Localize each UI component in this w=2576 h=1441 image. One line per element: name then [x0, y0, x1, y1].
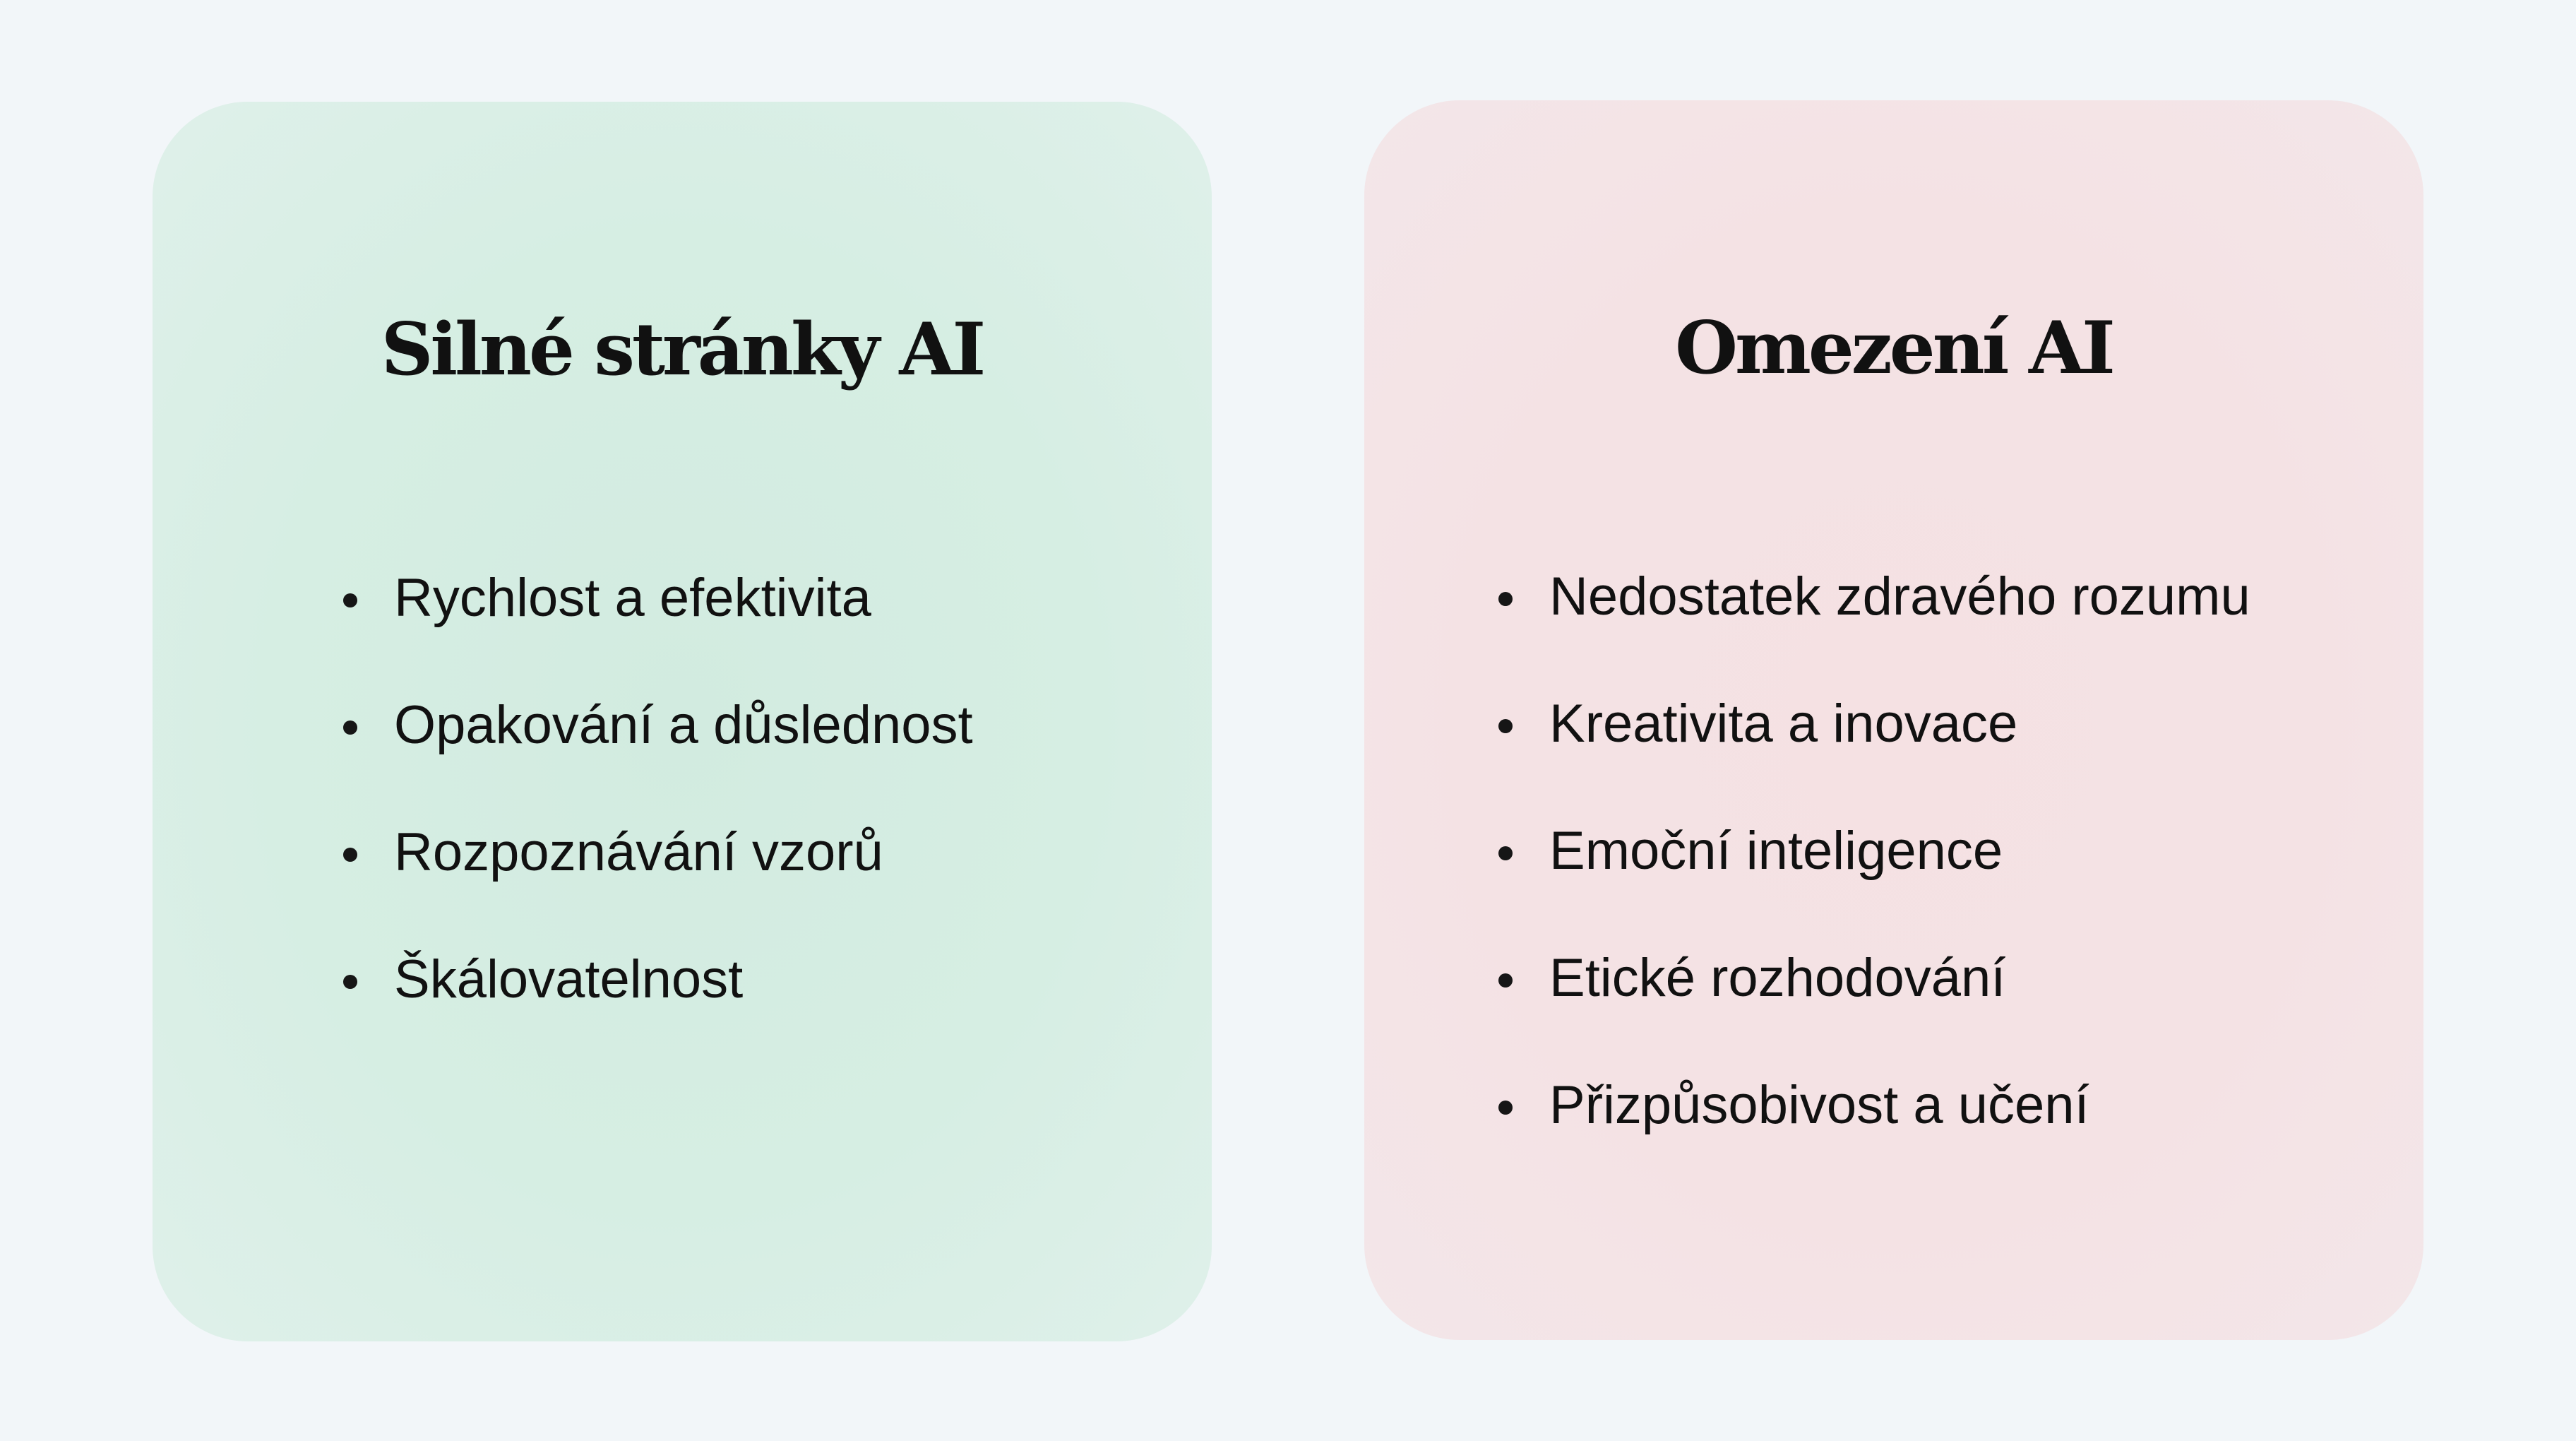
- bullet-icon: [1498, 846, 1513, 860]
- bullet-icon: [1498, 719, 1513, 733]
- limitations-list: [1498, 533, 2250, 1168]
- list-item-label: Opakování a důslednost: [394, 694, 973, 755]
- bullet-icon: [343, 720, 357, 735]
- bullet-icon: [1498, 592, 1513, 606]
- list-item-label: Etické rozhodování: [1549, 947, 2006, 1008]
- list-item-label: Emoční inteligence: [1549, 820, 2003, 881]
- strengths-card: [153, 102, 1212, 1341]
- list-item: [343, 534, 973, 661]
- list-item: [1498, 787, 2250, 914]
- bullet-icon: [343, 848, 357, 862]
- bullet-icon: [1498, 1101, 1513, 1115]
- list-item: [1498, 1041, 2250, 1168]
- strengths-list: [343, 534, 973, 1043]
- limitations-title: Omezení AI: [1675, 306, 2113, 391]
- list-item: [1498, 533, 2250, 660]
- list-item-label: Nedostatek zdravého rozumu: [1549, 566, 2250, 627]
- bullet-icon: [1498, 973, 1513, 988]
- bullet-icon: [343, 975, 357, 989]
- list-item-label: Rozpoznávání vzorů: [394, 822, 883, 882]
- limitations-card: [1364, 100, 2423, 1340]
- strengths-title: Silné stránky AI: [381, 307, 984, 392]
- list-item: [343, 661, 973, 788]
- list-item-label: Kreativita a inovace: [1549, 693, 2018, 754]
- list-item: [1498, 914, 2250, 1041]
- list-item: [1498, 660, 2250, 787]
- list-item-label: Přizpůsobivost a učení: [1549, 1074, 2089, 1135]
- list-item-label: Škálovatelnost: [394, 949, 744, 1009]
- list-item: [343, 915, 973, 1043]
- list-item-label: Rychlost a efektivita: [394, 567, 871, 628]
- list-item: [343, 788, 973, 915]
- bullet-icon: [343, 593, 357, 607]
